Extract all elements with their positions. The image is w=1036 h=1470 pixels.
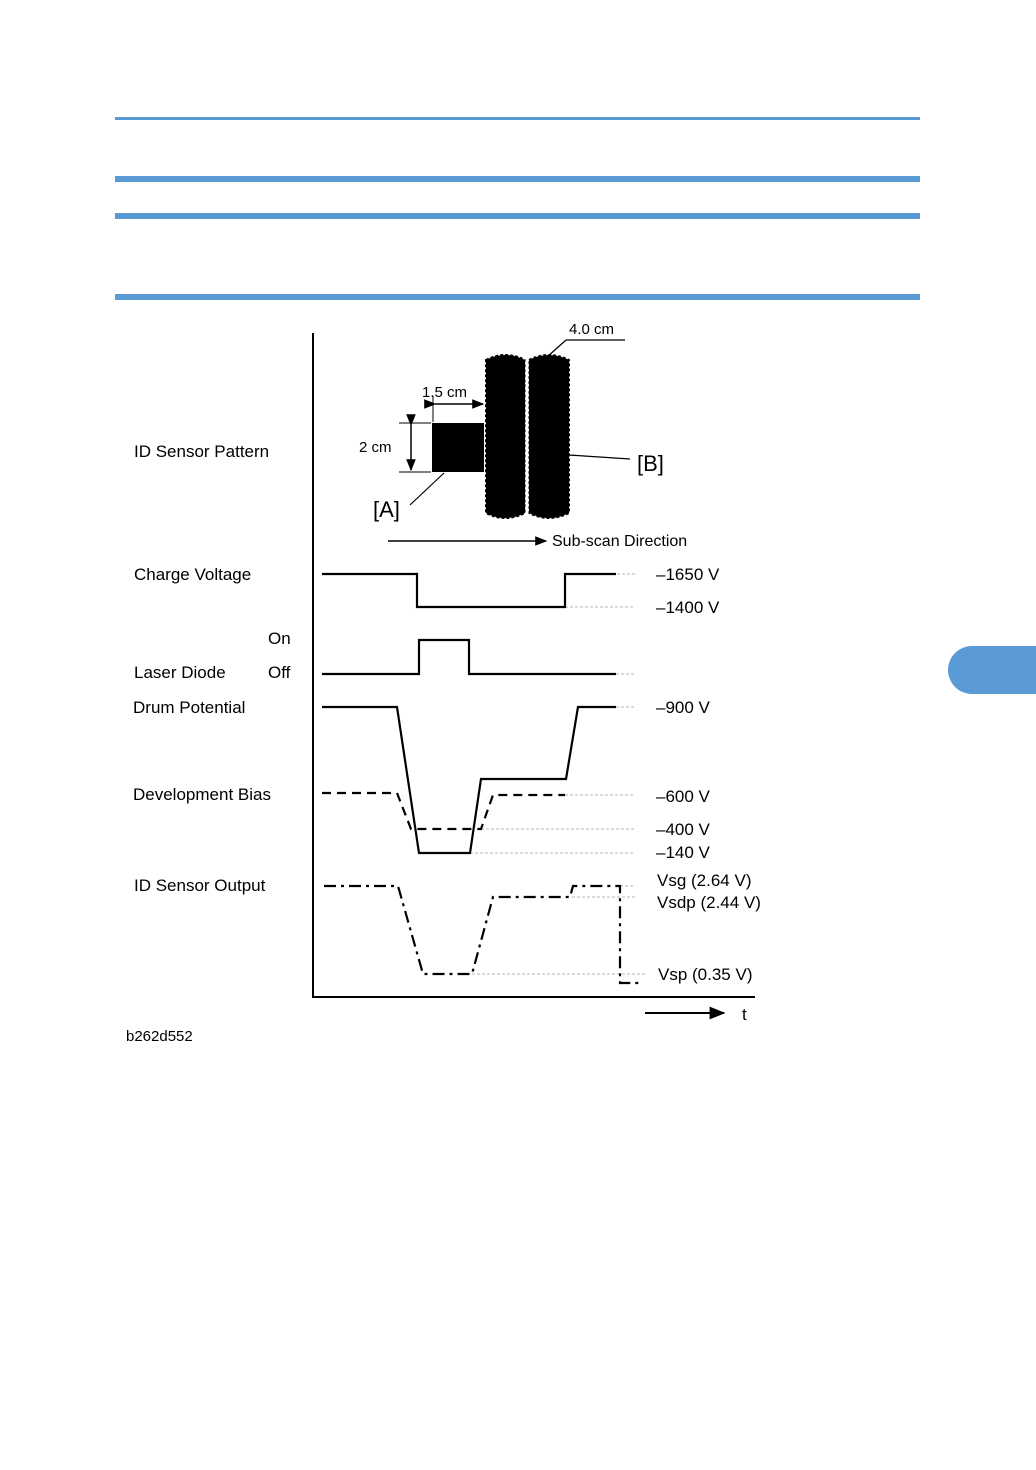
row-label-laser-on: On [268, 629, 291, 648]
label-b-leader [569, 455, 630, 459]
row-label-development-bias: Development Bias [133, 785, 271, 804]
level-label-600: –600 V [656, 787, 710, 806]
level-label-vsg: Vsg (2.64 V) [657, 871, 752, 890]
level-label-400: –400 V [656, 820, 710, 839]
pattern-b-band-right [529, 355, 569, 518]
level-label-vsdp: Vsdp (2.44 V) [657, 893, 761, 912]
row-label-laser-off: Off [268, 663, 291, 682]
row-label-id-sensor-output: ID Sensor Output [134, 876, 266, 895]
dim-2cm-label: 2 cm [359, 439, 392, 456]
row-label-charge-voltage: Charge Voltage [134, 565, 252, 584]
level-label-900: –900 V [656, 698, 710, 717]
row-label-laser-diode: Laser Diode [134, 663, 226, 682]
pattern-a-square [432, 423, 484, 472]
waveform-drum-potential [322, 707, 616, 853]
id-sensor-pattern-drawing [359, 321, 687, 550]
label-b: [B] [637, 451, 664, 476]
waveform-charge-voltage [322, 574, 616, 607]
level-guides [470, 574, 645, 974]
pattern-b-band-left [486, 355, 525, 518]
level-label-vsp: Vsp (0.35 V) [658, 965, 753, 984]
label-a-leader [410, 473, 444, 505]
dim-4cm-label: 4.0 cm [569, 321, 615, 338]
waveform-laser-diode [322, 640, 616, 674]
time-label: t [742, 1005, 747, 1024]
figure-id: b262d552 [126, 1028, 193, 1045]
row-label-id-sensor-pattern: ID Sensor Pattern [134, 442, 270, 461]
dim-4cm-leader [547, 340, 566, 357]
label-a: [A] [373, 497, 400, 522]
waveform-development-bias [322, 793, 565, 829]
level-label-140: –140 V [656, 843, 710, 862]
level-label-1400: –1400 V [656, 598, 720, 617]
sub-scan-label: Sub-scan Direction [552, 533, 688, 550]
dim-1-5cm-label: 1.5 cm [422, 384, 468, 401]
level-label-1650: –1650 V [656, 565, 720, 584]
row-label-drum-potential: Drum Potential [133, 698, 246, 717]
waveform-id-sensor-output [324, 886, 641, 983]
